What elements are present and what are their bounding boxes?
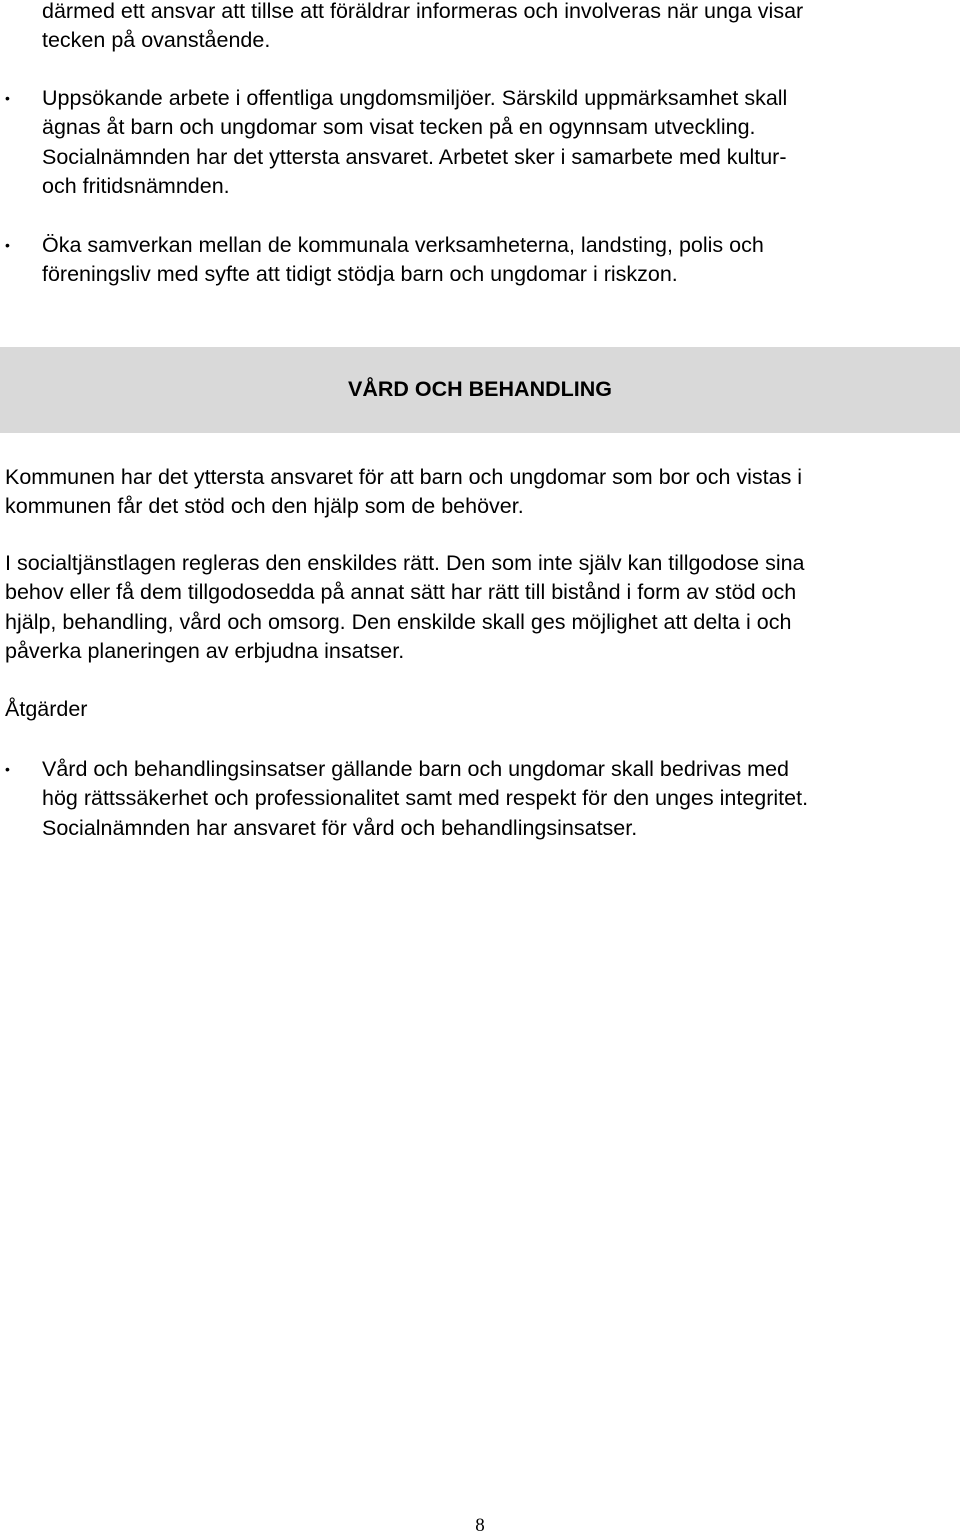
page-number: 8 [475,1515,485,1536]
bullet-text: Öka samverkan mellan de kommunala verksamheterna, landsting, polis och föreningsliv med syfte att tidigt stödja barn och ungdomar i riskzon. [42,233,764,287]
continuation-text: därmed ett ansvar att tillse att föräldrar informeras och involveras när unga visar tecken på ovanstående. [42,0,804,53]
paragraph: I socialtjänstlagen regleras den enskildes rätt. Den som inte själv kan tillgodose sina behov eller få dem tillgodosedda på annat sätt har rätt till bistånd i form av stöd och hjälp, behandling, vård och omsorg. Den enskilde skall ges möjlighet att delta i och påverka planeringen av erbjudna insatser. [5,551,805,663]
bullet-icon: • [5,90,10,106]
section-heading: VÅRD OCH BEHANDLING [348,377,612,401]
bullet-icon: • [5,761,10,777]
bullet-text: Uppsökande arbete i offentliga ungdomsmiljöer. Särskild uppmärksamhet skall ägnas åt barn och ungdomar som visat tecken på en ogynnsam utveckling. Socialnämnden har det yttersta ansvaret. Arbetet sker i samarbete med kultur- och fritidsnämnden. [42,86,788,198]
paragraph: Kommunen har det yttersta ansvaret för att barn och ungdomar som bor och vistas i kommunen får det stöd och den hjälp som de behöver. [5,465,803,519]
bullet-icon: • [5,237,10,253]
bullet-text: Vård och behandlingsinsatser gällande barn och ungdomar skall bedrivas med hög rättssäkerhet och professionalitet samt med respekt för den unges integritet. Socialnämnden har ansvaret för vård och behandlingsinsatser. [42,757,809,840]
subheading: Åtgärder [5,697,88,721]
